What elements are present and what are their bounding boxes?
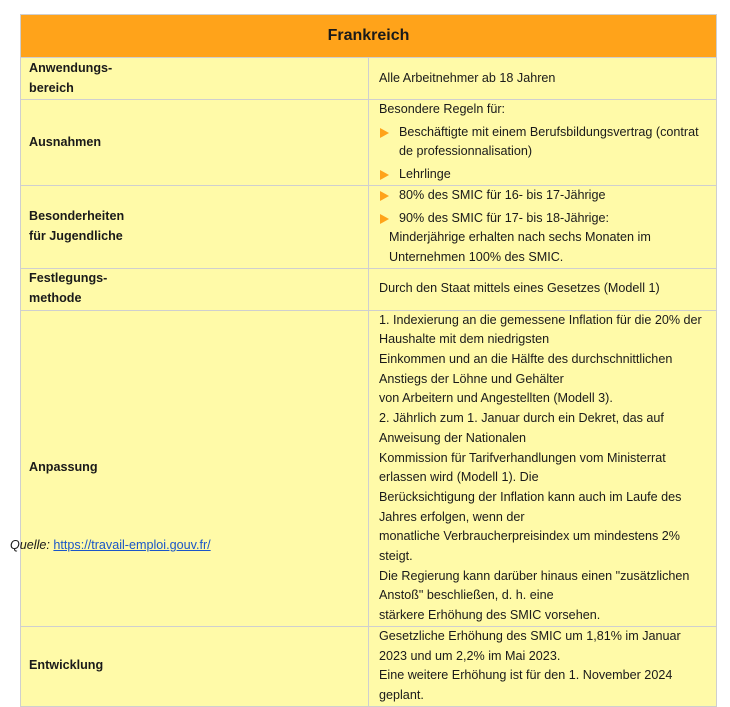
row-value — [369, 185, 717, 268]
row-value — [369, 100, 717, 186]
source-note — [10, 536, 211, 554]
source-label: Quelle: — [10, 538, 50, 552]
text-line: stärkere Erhöhung des SMIC vorsehen. — [379, 608, 601, 623]
text-line: Einkommen und an die Hälfte des durchschnittlichen Anstiegs der Löhne und Gehälter — [379, 352, 673, 386]
text-line: von Arbeitern und Angestellten (Modell 3). — [379, 391, 613, 406]
triangle-bullet-icon — [380, 214, 389, 224]
triangle-bullet-icon — [380, 170, 389, 180]
list-item: Beschäftigte mit einem Berufsbildungsvertrag (contrat de professionnalisation) — [379, 123, 708, 162]
list-item: 90% des SMIC für 17- bis 18-Jährige: — [379, 209, 708, 229]
text-line: Kommission für Tarifverhandlungen vom Ministerrat erlassen wird (Modell 1). Die — [379, 450, 666, 485]
triangle-bullet-icon — [380, 191, 389, 201]
row-label-line: Festlegungs- — [29, 271, 108, 286]
text-line: monatliche Verbraucherpreisindex um mindestens 2% steigt. — [379, 529, 681, 564]
source-link[interactable]: https://travail-emploi.gouv.fr/ — [53, 538, 211, 552]
list-item: 80% des SMIC für 16- bis 17-Jährige — [379, 186, 708, 206]
row-label-line: bereich — [29, 80, 74, 95]
row-label-line: Anwendungs- — [29, 60, 113, 75]
table-row — [21, 100, 717, 186]
table-row — [21, 268, 717, 310]
info-table — [20, 14, 717, 707]
row-value: Alle Arbeitnehmer ab 18 Jahren — [369, 58, 717, 100]
row-label: Entwicklung — [21, 626, 369, 706]
row-label: Ausnahmen — [21, 100, 369, 186]
row-value: Durch den Staat mittels eines Gesetzes (Modell 1) — [369, 268, 717, 310]
row-note: Minderjährige erhalten nach sechs Monaten im Unternehmen 100% des SMIC. — [389, 230, 651, 264]
row-label — [21, 185, 369, 268]
row-label-line: für Jugendliche — [29, 228, 123, 243]
table-row — [21, 58, 717, 100]
text-line: Berücksichtigung der Inflation kann auch im Laufe des Jahres erfolgen, wenn der — [379, 489, 682, 524]
text-line: 1. Indexierung an die gemessene Inflation für die 20% der Haushalte mit dem niedrigsten — [379, 312, 702, 347]
row-label: Anpassung — [21, 310, 369, 626]
table-row — [21, 626, 717, 706]
triangle-bullet-icon — [380, 128, 389, 138]
table-row — [21, 310, 717, 626]
row-intro: Besondere Regeln für: — [379, 102, 506, 116]
text-line: Die Regierung kann darüber hinaus einen "zusätzlichen Anstoß" beschließen, d. h. eine — [379, 568, 690, 603]
table-row — [21, 185, 717, 268]
row-label — [21, 58, 369, 100]
info-table-container — [20, 14, 717, 707]
text-line: 2. Jährlich zum 1. Januar durch ein Dekret, das auf Anweisung der Nationalen — [379, 411, 664, 445]
row-label — [21, 268, 369, 310]
row-label-line: Besonderheiten — [29, 209, 125, 224]
list-item: Lehrlinge — [379, 165, 708, 185]
row-value — [369, 626, 717, 706]
row-label-line: methode — [29, 291, 82, 306]
text-line: Gesetzliche Erhöhung des SMIC um 1,81% im Januar 2023 und um 2,2% im Mai 2023. — [379, 628, 681, 663]
table-header-row — [21, 15, 717, 58]
text-line: Eine weitere Erhöhung ist für den 1. November 2024 geplant. — [379, 668, 673, 702]
table-title: Frankreich — [21, 15, 717, 58]
row-value — [369, 310, 717, 626]
